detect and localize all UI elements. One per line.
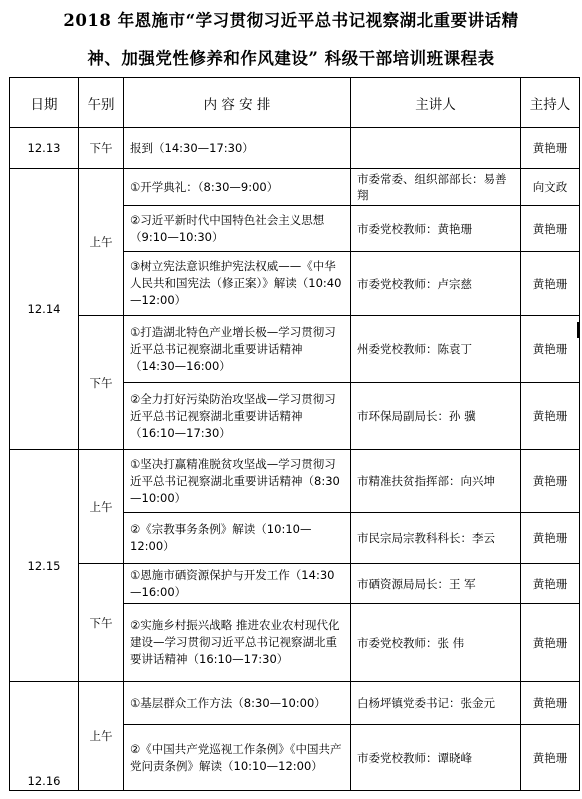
- speaker-cell: 市委党校教师：张 伟: [351, 604, 521, 682]
- speaker-cell: 市硒资源局局长：王 军: [351, 564, 521, 604]
- content-cell: ①坚决打赢精准脱贫攻坚战—学习贯彻习近平总书记视察湖北重要讲话精神（8:30—10:00）: [124, 450, 351, 513]
- speaker-cell: [351, 128, 521, 169]
- speaker-cell: 市环保局副局长：孙 骥: [351, 383, 521, 450]
- host-cell: 黄艳珊: [521, 564, 580, 604]
- page-edge-mark: [577, 322, 580, 338]
- host-cell: 黄艳珊: [521, 252, 580, 316]
- period-cell: 下午: [79, 316, 124, 450]
- content-cell: ③树立宪法意识维护宪法权威——《中华人民共和国宪法（修正案）》解读（10:40—12:00）: [124, 252, 351, 316]
- date-cell: 12.15: [10, 450, 79, 682]
- period-cell: 下午: [79, 128, 124, 169]
- date-cell: 12.16: [10, 682, 79, 791]
- speaker-cell: 市委常委、组织部部长：易善翔: [351, 169, 521, 206]
- period-cell: 上午: [79, 169, 124, 316]
- speaker-cell: 州委党校教师：陈袁丁: [351, 316, 521, 383]
- content-cell: 报到（14:30—17:30）: [124, 128, 351, 169]
- table-row: [10, 564, 580, 604]
- header-speaker: 主讲人: [351, 78, 521, 128]
- host-cell: 向文政: [521, 169, 580, 206]
- period-cell: 上午: [79, 682, 124, 791]
- speaker-cell: 市精准扶贫指挥部：向兴坤: [351, 450, 521, 513]
- content-cell: ②《宗教事务条例》解读（10:10—12:00）: [124, 513, 351, 564]
- header-host: 主持人: [521, 78, 580, 128]
- content-cell: ②全力打好污染防治攻坚战—学习贯彻习近平总书记视察湖北重要讲话精神（16:10—17:30）: [124, 383, 351, 450]
- header-row: [10, 78, 580, 128]
- content-cell: ①恩施市硒资源保护与开发工作（14:30—16:00）: [124, 564, 351, 604]
- host-cell: 黄艳珊: [521, 128, 580, 169]
- document-title-line-2: 神、加强党性修养和作风建设” 科级干部培训班课程表: [87, 49, 495, 68]
- date-cell: 12.13: [10, 128, 79, 169]
- content-cell: ②实施乡村振兴战略 推进农业农村现代化建设—学习贯彻习近平总书记视察湖北重要讲话精神（16:10—17:30）: [124, 604, 351, 682]
- speaker-cell: 白杨坪镇党委书记：张金元: [351, 682, 521, 725]
- content-cell: ②《中国共产党巡视工作条例》《中国共产党问责条例》解读（10:10—12:00）: [124, 725, 351, 791]
- table-row: [10, 682, 580, 725]
- header-period: 午别: [79, 78, 124, 128]
- table-row: [10, 450, 580, 513]
- document-title-line-1: 2018 年恩施市“学习贯彻习近平总书记视察湖北重要讲话精: [63, 11, 519, 30]
- schedule-table: [9, 77, 580, 791]
- host-cell: 黄艳珊: [521, 604, 580, 682]
- header-content: 内 容 安 排: [124, 78, 351, 128]
- speaker-cell: 市委党校教师：卢宗慈: [351, 252, 521, 316]
- table-row: [10, 316, 580, 383]
- host-cell: 黄艳珊: [521, 206, 580, 252]
- host-cell: 黄艳珊: [521, 725, 580, 791]
- speaker-cell: 市民宗局宗教科科长：李云: [351, 513, 521, 564]
- host-cell: 黄艳珊: [521, 682, 580, 725]
- date-cell: 12.14: [10, 169, 79, 450]
- table-row: [10, 169, 580, 206]
- table-row: [10, 128, 580, 169]
- content-cell: ②习近平新时代中国特色社会主义思想（9:10—10:30）: [124, 206, 351, 252]
- speaker-cell: 市委党校教师：谭晓峰: [351, 725, 521, 791]
- content-cell: ①基层群众工作方法（8:30—10:00）: [124, 682, 351, 725]
- host-cell: 黄艳珊: [521, 383, 580, 450]
- header-date: 日期: [10, 78, 79, 128]
- host-cell: 黄艳珊: [521, 513, 580, 564]
- speaker-cell: 市委党校教师：黄艳珊: [351, 206, 521, 252]
- content-cell: ①打造湖北特色产业增长极—学习贯彻习近平总书记视察湖北重要讲话精神（14:30—16:00）: [124, 316, 351, 383]
- period-cell: 下午: [79, 564, 124, 682]
- host-cell: 黄艳珊: [521, 316, 580, 383]
- period-cell: 上午: [79, 450, 124, 564]
- host-cell: 黄艳珊: [521, 450, 580, 513]
- content-cell: ①开学典礼：（8:30—9:00）: [124, 169, 351, 206]
